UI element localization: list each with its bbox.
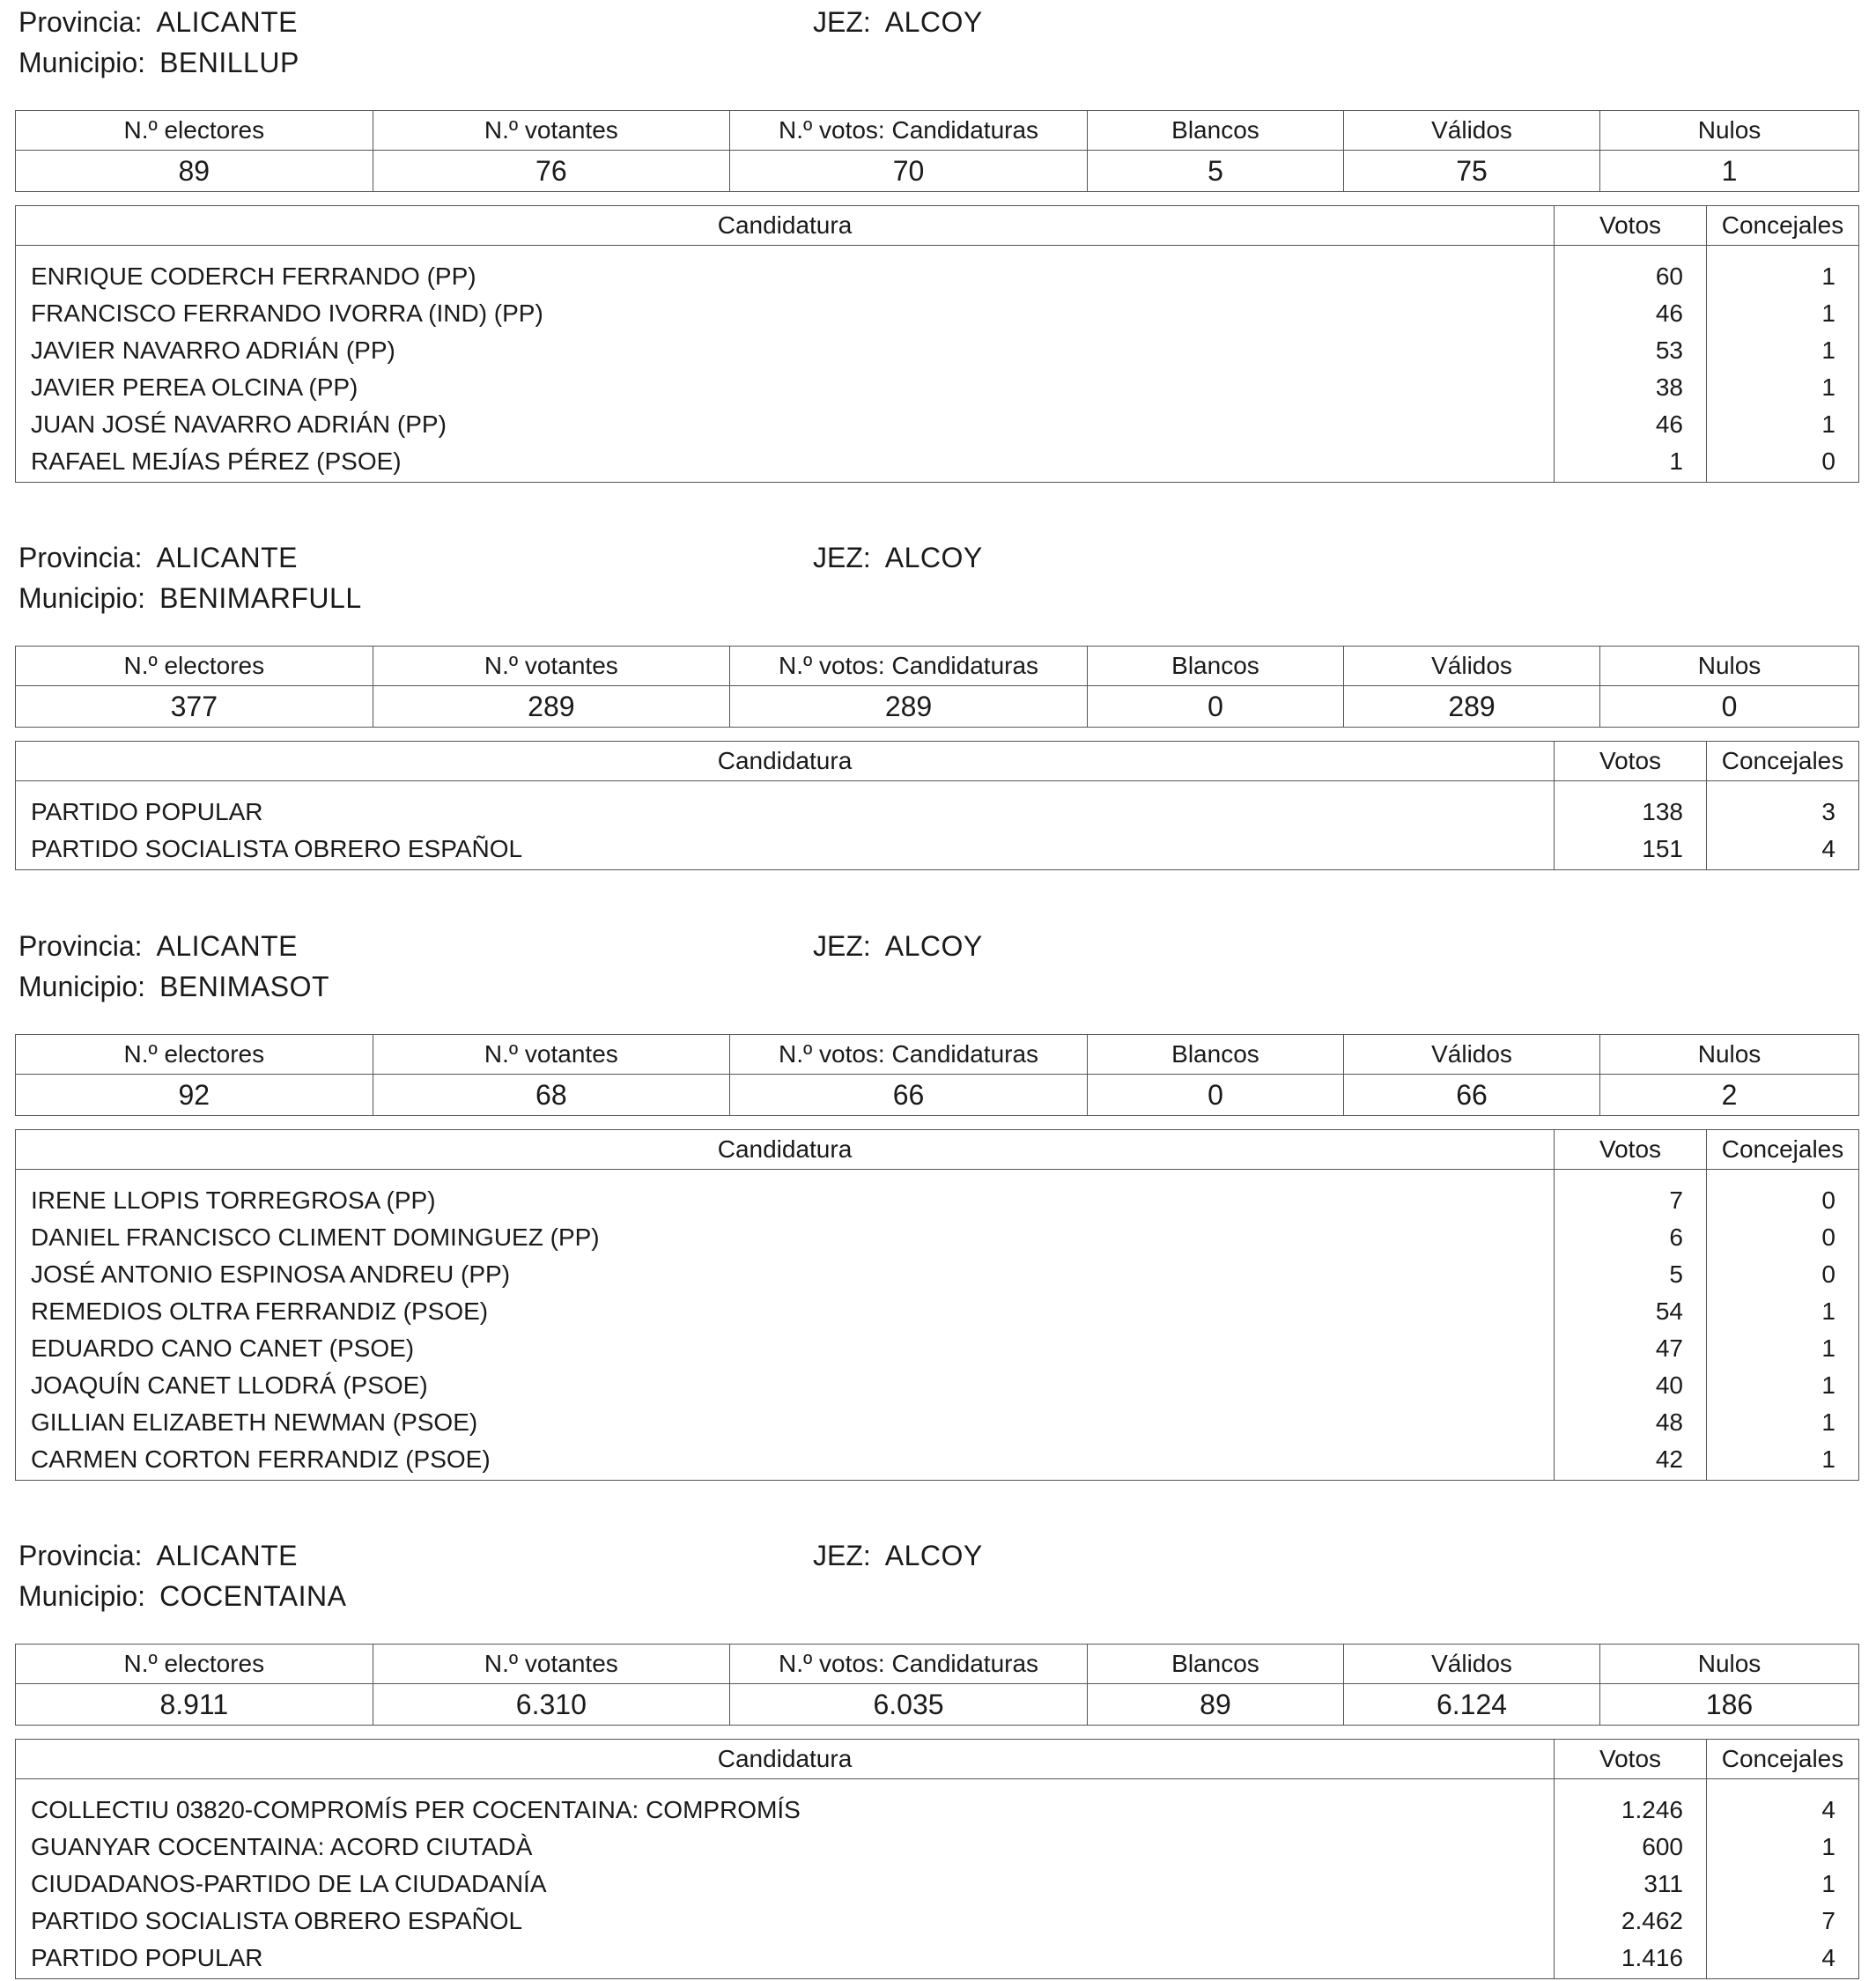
nulos-value: 186 bbox=[1600, 1684, 1859, 1726]
candidate-row bbox=[16, 1779, 1859, 1829]
validos-value: 289 bbox=[1344, 686, 1600, 728]
candidate-name: JAVIER PEREA OLCINA (PP) bbox=[16, 369, 1555, 406]
candidate-name: JOSÉ ANTONIO ESPINOSA ANDREU (PP) bbox=[16, 1256, 1555, 1293]
candidate-votes: 38 bbox=[1555, 369, 1707, 406]
candidate-row bbox=[16, 1170, 1859, 1220]
concejales-header: Concejales bbox=[1707, 1130, 1859, 1170]
provincia-label: Provincia: bbox=[18, 930, 143, 962]
candidate-votes: 42 bbox=[1555, 1441, 1707, 1481]
votantes-header: N.º votantes bbox=[373, 111, 730, 151]
votos-candidaturas-header: N.º votos: Candidaturas bbox=[730, 647, 1088, 686]
summary-table bbox=[15, 1644, 1859, 1726]
summary-value-row bbox=[16, 686, 1859, 728]
candidate-votes: 7 bbox=[1555, 1170, 1707, 1220]
candidate-concejales: 1 bbox=[1707, 295, 1859, 332]
municipio-value: BENILLUP bbox=[159, 47, 299, 78]
candidate-name: CIUDADANOS-PARTIDO DE LA CIUDADANÍA bbox=[16, 1866, 1555, 1903]
candidate-votes: 54 bbox=[1555, 1293, 1707, 1330]
provincia-label: Provincia: bbox=[18, 542, 143, 573]
nulos-header: Nulos bbox=[1600, 1645, 1859, 1684]
candidatura-header-row bbox=[16, 1740, 1859, 1779]
municipio-label: Municipio: bbox=[18, 1580, 146, 1612]
electores-header: N.º electores bbox=[16, 1645, 373, 1684]
candidate-votes: 48 bbox=[1555, 1404, 1707, 1441]
candidate-concejales: 4 bbox=[1707, 1940, 1859, 1979]
validos-value: 6.124 bbox=[1344, 1684, 1600, 1726]
summary-header-row bbox=[16, 1645, 1859, 1684]
candidate-name: ENRIQUE CODERCH FERRANDO (PP) bbox=[16, 246, 1555, 296]
provincia-line bbox=[18, 1539, 298, 1572]
candidate-row bbox=[16, 781, 1859, 832]
candidatura-header-row bbox=[16, 742, 1859, 781]
candidate-row bbox=[16, 1330, 1859, 1367]
candidate-votes: 5 bbox=[1555, 1256, 1707, 1293]
validos-value: 66 bbox=[1344, 1075, 1600, 1116]
candidate-name: IRENE LLOPIS TORREGROSA (PP) bbox=[16, 1170, 1555, 1220]
candidate-row bbox=[16, 1829, 1859, 1866]
candidate-votes: 46 bbox=[1555, 406, 1707, 443]
votos-header: Votos bbox=[1555, 1740, 1707, 1779]
candidatura-table bbox=[15, 741, 1859, 870]
summary-table bbox=[15, 646, 1859, 728]
votantes-value: 68 bbox=[373, 1075, 730, 1116]
candidate-concejales: 1 bbox=[1707, 1367, 1859, 1404]
candidate-row bbox=[16, 332, 1859, 369]
blancos-header: Blancos bbox=[1087, 647, 1343, 686]
candidate-concejales: 3 bbox=[1707, 781, 1859, 832]
electores-value: 8.911 bbox=[16, 1684, 373, 1726]
candidate-concejales: 1 bbox=[1707, 1866, 1859, 1903]
candidate-name: PARTIDO POPULAR bbox=[16, 1940, 1555, 1979]
validos-header: Válidos bbox=[1344, 111, 1600, 151]
blancos-header: Blancos bbox=[1087, 111, 1343, 151]
summary-table bbox=[15, 110, 1859, 192]
candidate-name: FRANCISCO FERRANDO IVORRA (IND) (PP) bbox=[16, 295, 1555, 332]
votantes-header: N.º votantes bbox=[373, 1035, 730, 1075]
electores-value: 377 bbox=[16, 686, 373, 728]
candidate-concejales: 0 bbox=[1707, 1170, 1859, 1220]
summary-header-row bbox=[16, 647, 1859, 686]
candidate-name: JUAN JOSÉ NAVARRO ADRIÁN (PP) bbox=[16, 406, 1555, 443]
candidate-concejales: 1 bbox=[1707, 369, 1859, 406]
blancos-header: Blancos bbox=[1087, 1645, 1343, 1684]
votos-candidaturas-value: 70 bbox=[730, 151, 1088, 192]
candidate-row bbox=[16, 406, 1859, 443]
candidate-row bbox=[16, 1441, 1859, 1481]
nulos-value: 2 bbox=[1600, 1075, 1859, 1116]
nulos-header: Nulos bbox=[1600, 647, 1859, 686]
candidate-votes: 311 bbox=[1555, 1866, 1707, 1903]
municipio-line bbox=[18, 46, 299, 79]
blancos-header: Blancos bbox=[1087, 1035, 1343, 1075]
votos-candidaturas-header: N.º votos: Candidaturas bbox=[730, 1645, 1088, 1684]
candidatura-header: Candidatura bbox=[16, 1130, 1555, 1170]
blancos-value: 89 bbox=[1087, 1684, 1343, 1726]
electores-header: N.º electores bbox=[16, 647, 373, 686]
candidate-concejales: 1 bbox=[1707, 246, 1859, 296]
jez-label: JEZ: bbox=[813, 6, 871, 38]
nulos-value: 0 bbox=[1600, 686, 1859, 728]
candidate-votes: 1.246 bbox=[1555, 1779, 1707, 1829]
candidate-votes: 53 bbox=[1555, 332, 1707, 369]
municipio-label: Municipio: bbox=[18, 971, 146, 1002]
candidatura-header: Candidatura bbox=[16, 206, 1555, 246]
candidate-concejales: 1 bbox=[1707, 1330, 1859, 1367]
jez-label: JEZ: bbox=[813, 542, 871, 573]
summary-value-row bbox=[16, 1075, 1859, 1116]
candidate-name: DANIEL FRANCISCO CLIMENT DOMINGUEZ (PP) bbox=[16, 1219, 1555, 1256]
candidate-concejales: 1 bbox=[1707, 1441, 1859, 1481]
votos-candidaturas-header: N.º votos: Candidaturas bbox=[730, 111, 1088, 151]
candidate-concejales: 4 bbox=[1707, 1779, 1859, 1829]
electores-header: N.º electores bbox=[16, 111, 373, 151]
candidate-name: CARMEN CORTON FERRANDIZ (PSOE) bbox=[16, 1441, 1555, 1481]
summary-header-row bbox=[16, 111, 1859, 151]
blancos-value: 0 bbox=[1087, 686, 1343, 728]
votantes-value: 289 bbox=[373, 686, 730, 728]
votos-candidaturas-header: N.º votos: Candidaturas bbox=[730, 1035, 1088, 1075]
jez-value: ALCOY bbox=[884, 542, 983, 573]
candidate-concejales: 0 bbox=[1707, 1219, 1859, 1256]
municipio-line bbox=[18, 970, 329, 1003]
municipio-label: Municipio: bbox=[18, 47, 146, 78]
candidate-row bbox=[16, 246, 1859, 296]
candidate-votes: 151 bbox=[1555, 831, 1707, 870]
jez-line bbox=[813, 929, 983, 963]
candidate-row bbox=[16, 295, 1859, 332]
candidate-concejales: 4 bbox=[1707, 831, 1859, 870]
candidatura-header: Candidatura bbox=[16, 1740, 1555, 1779]
provincia-value: ALICANTE bbox=[156, 930, 298, 962]
jez-label: JEZ: bbox=[813, 1540, 871, 1571]
provincia-value: ALICANTE bbox=[156, 6, 298, 38]
jez-line bbox=[813, 5, 983, 39]
municipio-label: Municipio: bbox=[18, 582, 146, 614]
summary-table bbox=[15, 1034, 1859, 1116]
candidate-row bbox=[16, 1903, 1859, 1940]
nulos-header: Nulos bbox=[1600, 1035, 1859, 1075]
electores-value: 92 bbox=[16, 1075, 373, 1116]
municipio-value: BENIMARFULL bbox=[159, 582, 362, 614]
municipio-line bbox=[18, 1579, 346, 1613]
candidate-name: JOAQUÍN CANET LLODRÁ (PSOE) bbox=[16, 1367, 1555, 1404]
candidate-row bbox=[16, 1256, 1859, 1293]
candidate-votes: 138 bbox=[1555, 781, 1707, 832]
municipio-value: BENIMASOT bbox=[159, 971, 330, 1002]
votantes-header: N.º votantes bbox=[373, 647, 730, 686]
candidatura-header-row bbox=[16, 206, 1859, 246]
municipio-value: COCENTAINA bbox=[159, 1580, 347, 1612]
candidate-concejales: 0 bbox=[1707, 1256, 1859, 1293]
validos-header: Válidos bbox=[1344, 647, 1600, 686]
concejales-header: Concejales bbox=[1707, 742, 1859, 781]
provincia-value: ALICANTE bbox=[156, 542, 298, 573]
concejales-header: Concejales bbox=[1707, 206, 1859, 246]
votos-candidaturas-value: 6.035 bbox=[730, 1684, 1088, 1726]
nulos-value: 1 bbox=[1600, 151, 1859, 192]
candidate-concejales: 1 bbox=[1707, 1404, 1859, 1441]
candidate-concejales: 1 bbox=[1707, 332, 1859, 369]
municipio-line bbox=[18, 581, 362, 615]
candidate-votes: 46 bbox=[1555, 295, 1707, 332]
candidate-name: PARTIDO POPULAR bbox=[16, 781, 1555, 832]
candidatura-table bbox=[15, 1129, 1859, 1481]
candidate-votes: 1 bbox=[1555, 443, 1707, 483]
validos-header: Válidos bbox=[1344, 1035, 1600, 1075]
candidatura-table bbox=[15, 205, 1859, 483]
provincia-line bbox=[18, 5, 298, 39]
candidate-votes: 47 bbox=[1555, 1330, 1707, 1367]
electores-header: N.º electores bbox=[16, 1035, 373, 1075]
jez-value: ALCOY bbox=[884, 930, 983, 962]
votantes-value: 76 bbox=[373, 151, 730, 192]
blancos-value: 5 bbox=[1087, 151, 1343, 192]
candidate-votes: 6 bbox=[1555, 1219, 1707, 1256]
provincia-line bbox=[18, 541, 298, 574]
candidate-name: JAVIER NAVARRO ADRIÁN (PP) bbox=[16, 332, 1555, 369]
nulos-header: Nulos bbox=[1600, 111, 1859, 151]
provincia-line bbox=[18, 929, 298, 963]
validos-header: Válidos bbox=[1344, 1645, 1600, 1684]
candidate-row bbox=[16, 1940, 1859, 1979]
votos-candidaturas-value: 66 bbox=[730, 1075, 1088, 1116]
votos-header: Votos bbox=[1555, 742, 1707, 781]
candidate-concejales: 1 bbox=[1707, 1293, 1859, 1330]
candidatura-header: Candidatura bbox=[16, 742, 1555, 781]
candidate-name: RAFAEL MEJÍAS PÉREZ (PSOE) bbox=[16, 443, 1555, 483]
candidate-row bbox=[16, 1219, 1859, 1256]
candidate-row bbox=[16, 443, 1859, 483]
candidate-concejales: 7 bbox=[1707, 1903, 1859, 1940]
candidate-name: REMEDIOS OLTRA FERRANDIZ (PSOE) bbox=[16, 1293, 1555, 1330]
candidate-name: PARTIDO SOCIALISTA OBRERO ESPAÑOL bbox=[16, 1903, 1555, 1940]
candidate-votes: 2.462 bbox=[1555, 1903, 1707, 1940]
candidatura-header-row bbox=[16, 1130, 1859, 1170]
candidate-name: GUANYAR COCENTAINA: ACORD CIUTADÀ bbox=[16, 1829, 1555, 1866]
candidate-row bbox=[16, 1866, 1859, 1903]
candidate-name: GILLIAN ELIZABETH NEWMAN (PSOE) bbox=[16, 1404, 1555, 1441]
validos-value: 75 bbox=[1344, 151, 1600, 192]
candidate-concejales: 0 bbox=[1707, 443, 1859, 483]
blancos-value: 0 bbox=[1087, 1075, 1343, 1116]
jez-label: JEZ: bbox=[813, 930, 871, 962]
candidate-votes: 60 bbox=[1555, 246, 1707, 296]
candidate-name: EDUARDO CANO CANET (PSOE) bbox=[16, 1330, 1555, 1367]
votos-candidaturas-value: 289 bbox=[730, 686, 1088, 728]
candidate-row bbox=[16, 1367, 1859, 1404]
candidate-votes: 1.416 bbox=[1555, 1940, 1707, 1979]
electores-value: 89 bbox=[16, 151, 373, 192]
jez-value: ALCOY bbox=[884, 6, 983, 38]
jez-value: ALCOY bbox=[884, 1540, 983, 1571]
candidate-name: PARTIDO SOCIALISTA OBRERO ESPAÑOL bbox=[16, 831, 1555, 870]
votantes-header: N.º votantes bbox=[373, 1645, 730, 1684]
provincia-label: Provincia: bbox=[18, 6, 143, 38]
candidate-votes: 40 bbox=[1555, 1367, 1707, 1404]
candidate-row bbox=[16, 831, 1859, 870]
votos-header: Votos bbox=[1555, 1130, 1707, 1170]
jez-line bbox=[813, 541, 983, 574]
provincia-value: ALICANTE bbox=[156, 1540, 298, 1571]
candidate-name: COLLECTIU 03820-COMPROMÍS PER COCENTAINA: COMPROMÍS bbox=[16, 1779, 1555, 1829]
candidate-row bbox=[16, 1293, 1859, 1330]
candidate-concejales: 1 bbox=[1707, 1829, 1859, 1866]
summary-value-row bbox=[16, 1684, 1859, 1726]
concejales-header: Concejales bbox=[1707, 1740, 1859, 1779]
votos-header: Votos bbox=[1555, 206, 1707, 246]
votantes-value: 6.310 bbox=[373, 1684, 730, 1726]
summary-value-row bbox=[16, 151, 1859, 192]
candidatura-table bbox=[15, 1739, 1859, 1979]
summary-header-row bbox=[16, 1035, 1859, 1075]
candidate-row bbox=[16, 369, 1859, 406]
candidate-concejales: 1 bbox=[1707, 406, 1859, 443]
candidate-votes: 600 bbox=[1555, 1829, 1707, 1866]
jez-line bbox=[813, 1539, 983, 1572]
provincia-label: Provincia: bbox=[18, 1540, 143, 1571]
candidate-row bbox=[16, 1404, 1859, 1441]
